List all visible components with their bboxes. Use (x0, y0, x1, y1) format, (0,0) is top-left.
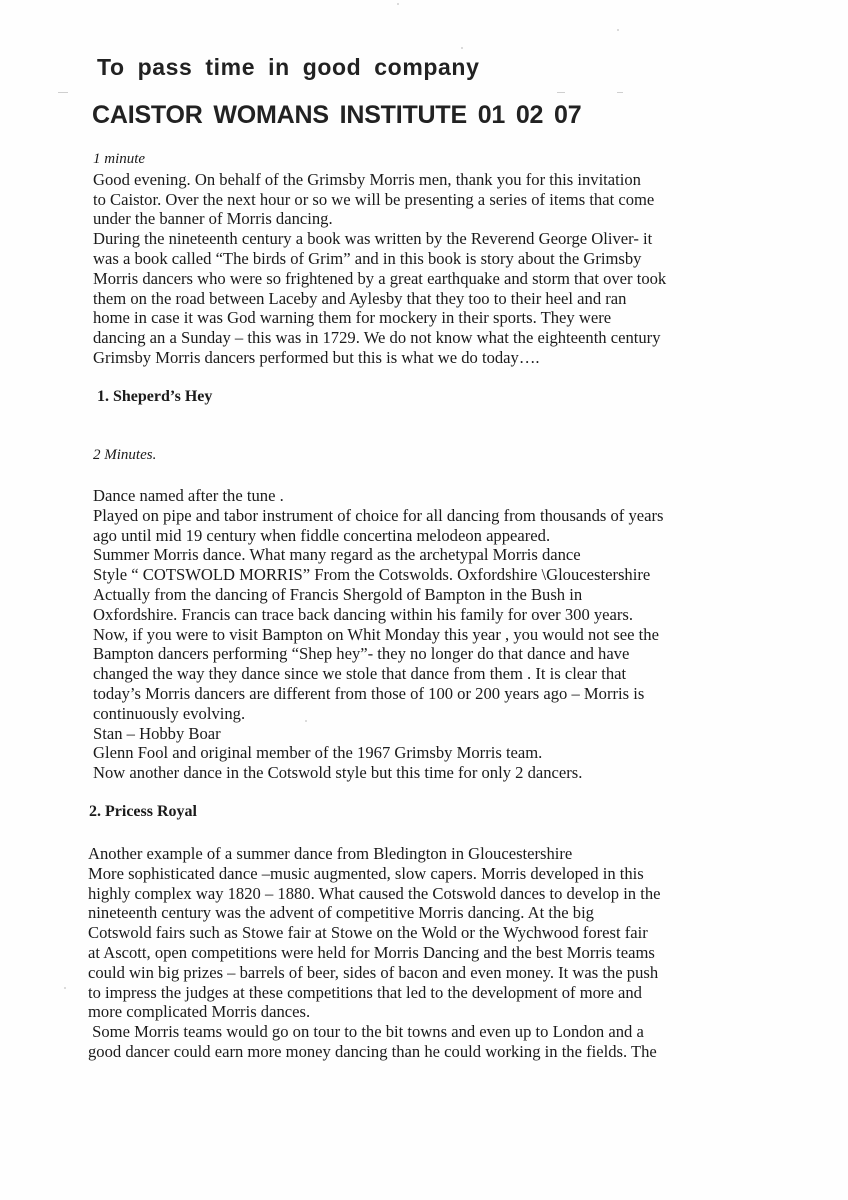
section1-line: Glenn Fool and original member of the 1967 Grimsby Morris team. (93, 743, 543, 763)
section2-line: Another example of a summer dance from Bledington in Gloucestershire (88, 844, 573, 863)
section1-line: Now another dance in the Cotswold style but this time for only 2 dancers. (93, 763, 583, 783)
section1-line: Bampton dancers performing “Shep hey”- they no longer do that dance and have (93, 644, 630, 664)
section2-line: good dancer could earn more money dancing than he could working in the fields. The (88, 1041, 657, 1061)
intro-line: Morris dancers who were so frightened by a great earthquake and storm that over took (93, 268, 667, 288)
scan-artifact (557, 92, 565, 93)
intro-line: was a book called “The birds of Grim” and in this book is story about the Grimsby (93, 248, 642, 268)
intro-line: dancing an a Sunday – this was in 1729. We do not know what the eighteenth century (93, 328, 661, 348)
intro-line: Grimsby Morris dancers performed but this is what we do today…. (93, 347, 540, 367)
section1-body (93, 486, 713, 783)
intro-block (93, 150, 713, 368)
scan-artifact (397, 3, 399, 5)
section2-line: to impress the judges at these competitions that led to the development of more and (88, 982, 642, 1002)
section1-line: Dance named after the tune . (93, 486, 284, 505)
scan-artifact (617, 29, 619, 31)
section2-line: More sophisticated dance –music augmented, slow capers. Morris developed in this (88, 863, 644, 883)
section1-line: Actually from the dancing of Francis Shergold of Bampton in the Bush in (93, 584, 583, 604)
section2-line: could win big prizes – barrels of beer, sides of bacon and even money. It was the push (88, 962, 659, 982)
scan-artifact (64, 987, 66, 989)
document-title: To pass time in good company (97, 54, 480, 80)
section1-line: Played on pipe and tabor instrument of choice for all dancing from thousands of years (93, 505, 664, 525)
section1-line: continuously evolving. (93, 703, 246, 723)
section2-line: more complicated Morris dances. (88, 1002, 311, 1022)
section1-line: ago until mid 19 century when fiddle concertina melodeon appeared. (93, 525, 551, 545)
section-heading: 2. Pricess Royal (89, 803, 197, 820)
section1-line: Stan – Hobby Boar (93, 723, 221, 743)
intro-line: under the banner of Morris dancing. (93, 209, 333, 229)
section1-line: today’s Morris dancers are different from those of 100 or 200 years ago – Morris is (93, 683, 645, 703)
intro-line: During the nineteenth century a book was written by the Reverend George Oliver- it (93, 229, 653, 249)
section2-line: at Ascott, open competitions were held for Morris Dancing and the best Morris teams (88, 942, 655, 962)
scan-artifact (58, 92, 68, 93)
section2-line: Some Morris teams would go on tour to the bit towns and even up to London and a (88, 1022, 644, 1042)
section2-line: Cotswold fairs such as Stowe fair at Stowe on the Wold or the Wychwood forest fair (88, 923, 648, 943)
scan-artifact (617, 92, 623, 93)
intro-timing: 1 minute (93, 151, 146, 167)
intro-line: to Caistor. Over the next hour or so we will be presenting a series of items that come (93, 189, 655, 209)
section-timing: 2 Minutes. (93, 447, 157, 463)
section2-body (88, 844, 708, 1062)
section1-line: Oxfordshire. Francis can trace back dancing within his family for over 300 years. (93, 604, 634, 624)
section1-line: changed the way they dance since we stole that dance from them . It is clear that (93, 664, 627, 684)
document-subtitle: CAISTOR WOMANS INSTITUTE 01 02 07 (92, 101, 582, 129)
intro-line: home in case it was God warning them for mockery in their sports. They were (93, 308, 612, 328)
section2-line: highly complex way 1820 – 1880. What caused the Cotswold dances to develop in the (88, 883, 661, 903)
section1-line: Summer Morris dance. What many regard as the archetypal Morris dance (93, 545, 581, 565)
intro-line: Good evening. On behalf of the Grimsby Morris men, thank you for this invitation (93, 169, 641, 189)
scan-artifact (461, 47, 463, 49)
section-heading: 1. Sheperd’s Hey (97, 388, 213, 405)
section1-line: Style “ COTSWOLD MORRIS” From the Cotswolds. Oxfordshire \Gloucestershire (93, 565, 651, 585)
intro-line: them on the road between Laceby and Aylesby that they too to their heel and ran (93, 288, 627, 308)
section1-line: Now, if you were to visit Bampton on Whit Monday this year , you would not see the (93, 624, 659, 644)
section2-line: nineteenth century was the advent of competitive Morris dancing. At the big (88, 903, 594, 923)
